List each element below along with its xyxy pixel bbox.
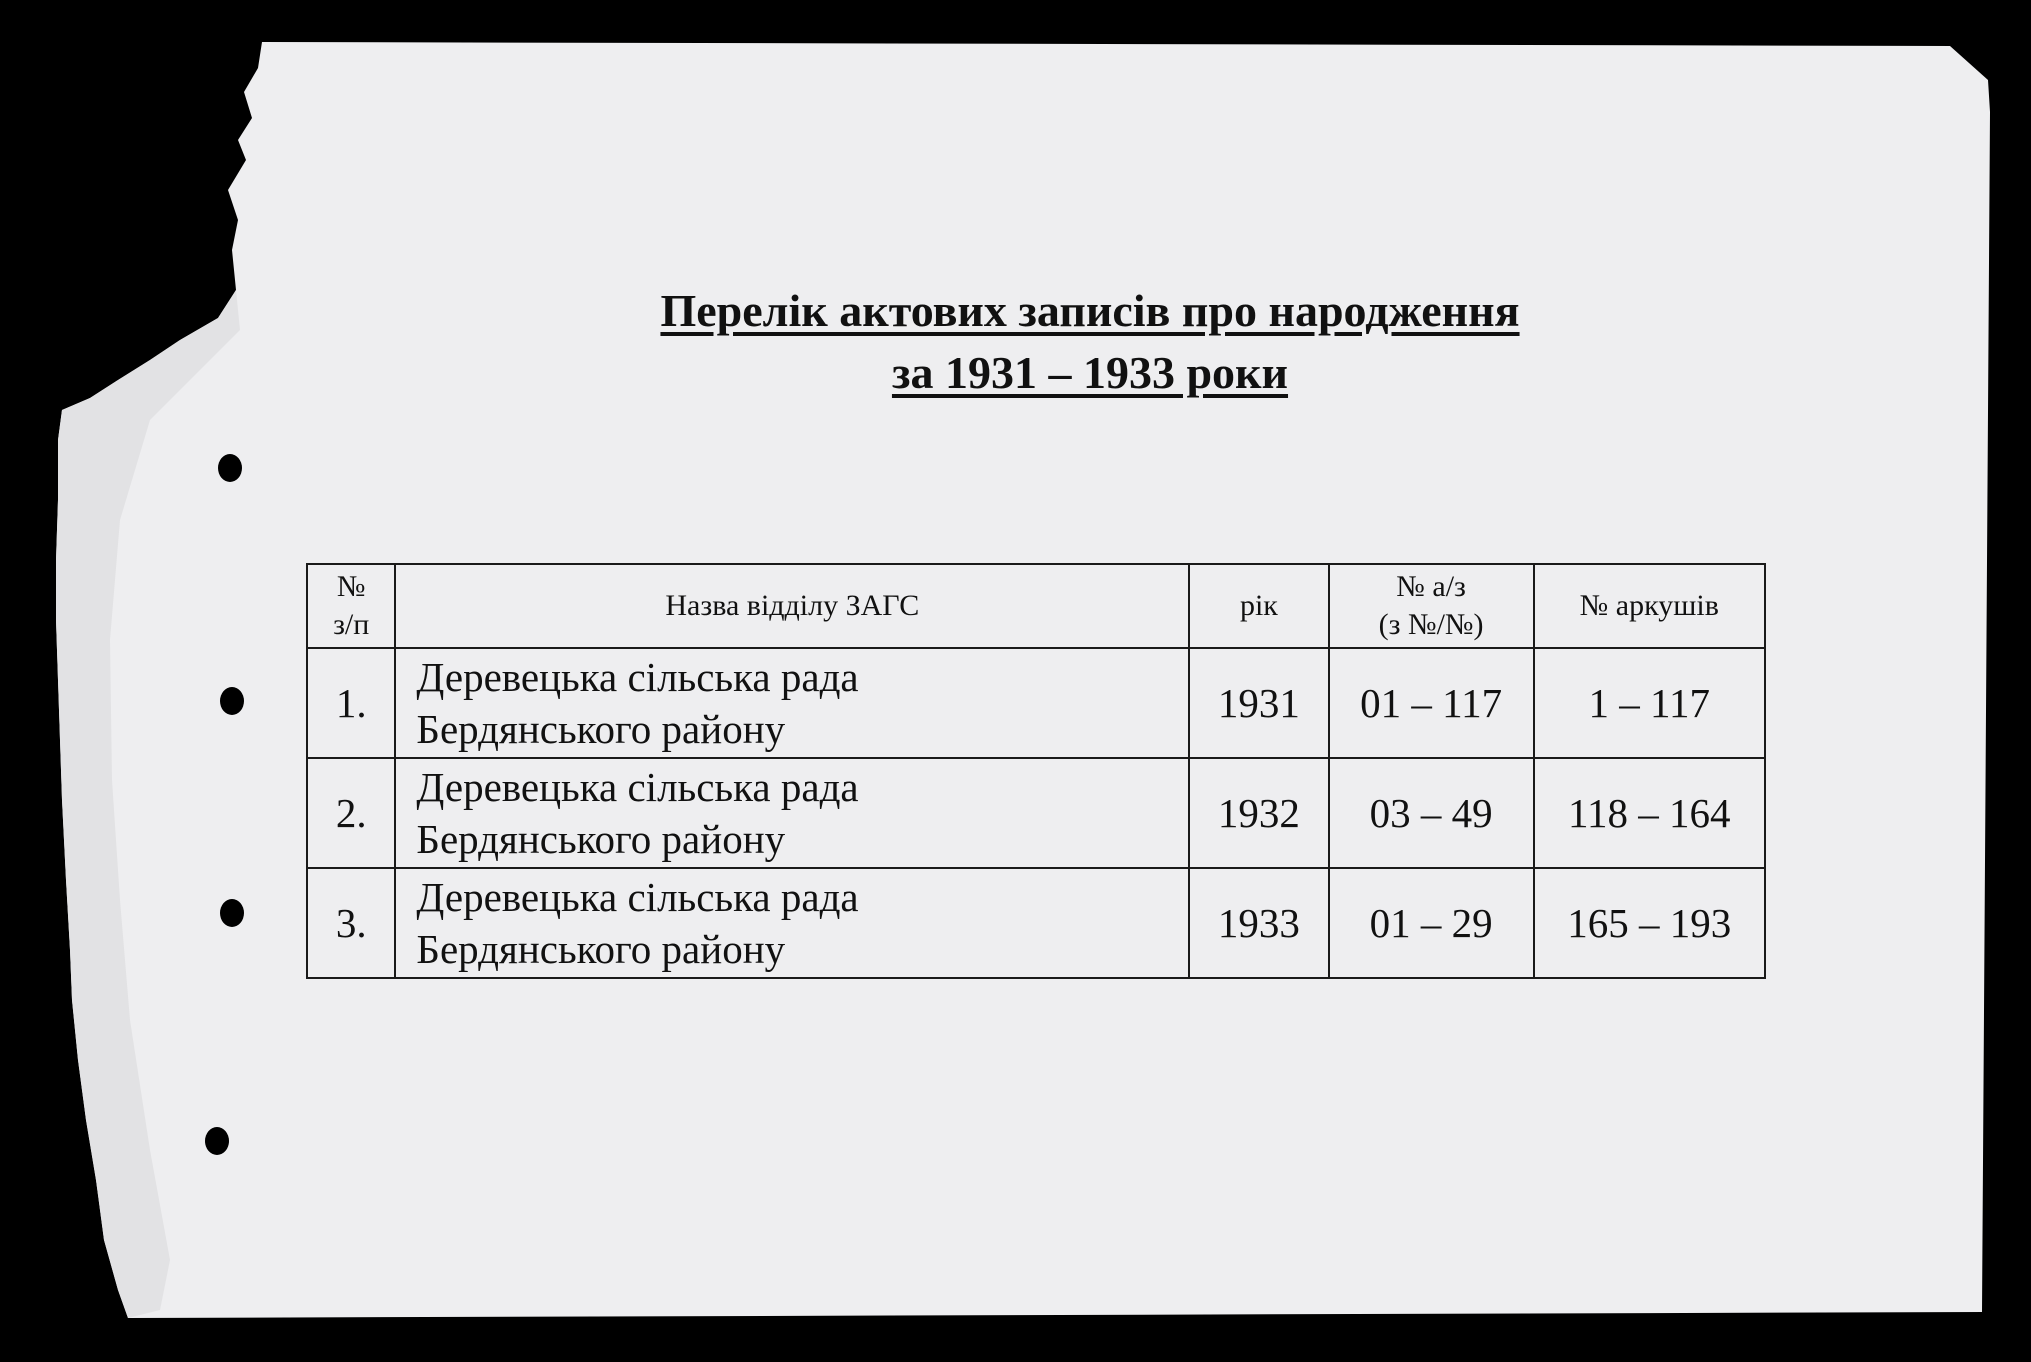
header-year: рік — [1189, 564, 1328, 648]
punch-hole — [205, 1127, 229, 1155]
row-office-name: Деревецька сільська рада Бердянського району — [395, 868, 1189, 978]
table-header-row — [307, 564, 1765, 648]
row-act-numbers: 01 – 29 — [1329, 868, 1534, 978]
row-office-name: Деревецька сільська рада Бердянського району — [395, 648, 1189, 758]
row-sheet-numbers: 118 – 164 — [1534, 758, 1765, 868]
header-sheet-numbers: № аркушів — [1534, 564, 1765, 648]
punch-hole — [220, 899, 244, 927]
row-year: 1931 — [1189, 648, 1328, 758]
title-line-1: Перелік актових записів про народження — [660, 285, 1520, 336]
row-act-numbers: 01 – 117 — [1329, 648, 1534, 758]
punch-hole — [218, 454, 242, 482]
header-office-name: Назва відділу ЗАГС — [395, 564, 1189, 648]
row-office-name: Деревецька сільська рада Бердянського району — [395, 758, 1189, 868]
table-row — [307, 758, 1765, 868]
header-number: № з/п — [307, 564, 395, 648]
header-act-numbers: № а/з (з №/№) — [1329, 564, 1534, 648]
row-sheet-numbers: 1 – 117 — [1534, 648, 1765, 758]
document-title — [450, 280, 1730, 404]
title-line-2: за 1931 – 1933 роки — [891, 347, 1289, 398]
row-act-numbers: 03 – 49 — [1329, 758, 1534, 868]
table-row — [307, 648, 1765, 758]
punch-hole — [220, 687, 244, 715]
table-row — [307, 868, 1765, 978]
row-number: 2. — [307, 758, 395, 868]
row-sheet-numbers: 165 – 193 — [1534, 868, 1765, 978]
row-number: 3. — [307, 868, 395, 978]
records-table — [306, 563, 1766, 979]
row-number: 1. — [307, 648, 395, 758]
row-year: 1933 — [1189, 868, 1328, 978]
row-year: 1932 — [1189, 758, 1328, 868]
